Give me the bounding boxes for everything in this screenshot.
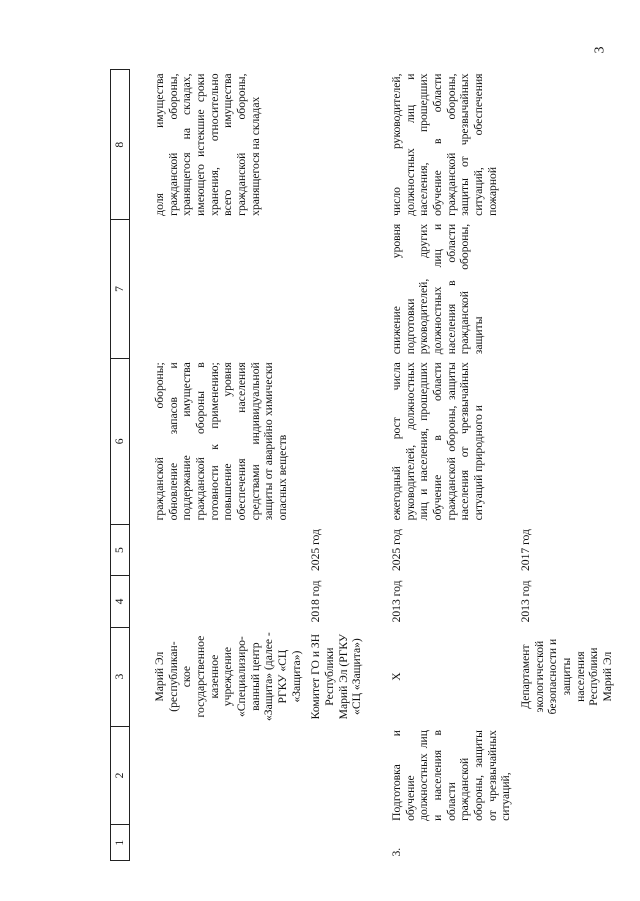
cell-executor: Комитет ГО и ЗН Республики Марий Эл (РГКУ «СЦ «Защита»): [309, 633, 364, 720]
column-header-6: 6: [111, 358, 130, 524]
table-row: [387, 70, 516, 861]
column-header-3: 3: [111, 627, 130, 726]
cell-number: [516, 825, 618, 861]
table-row: [150, 70, 306, 861]
cell-start-year: 2018 год: [309, 580, 323, 623]
cell-event: [150, 726, 306, 825]
cell-executor: Марий Эл (республикан-ское государственное казенное учреждение «Специализиро-ванный центр «Защита» (далее - РГКУ «СЦ «Защита»): [153, 632, 303, 721]
cell-end-year: [150, 524, 306, 575]
cell-event: [516, 726, 618, 825]
cell-start-year: 2013 год: [390, 580, 404, 623]
cell-expected-result: [306, 358, 367, 524]
cell-indicator: [516, 70, 618, 220]
cell-consequences: снижение уровня подготовки руководителей, других должностных лиц и населения в области гражданской обороны, защиты: [390, 223, 486, 355]
cell-executor: Х: [390, 672, 404, 681]
table-row: [516, 70, 618, 861]
cell-end-year: 2025 год: [309, 529, 323, 572]
table-spacer-row: [130, 70, 151, 861]
table-spacer-row: [367, 70, 387, 861]
column-header-1: 1: [111, 825, 130, 861]
cell-event: Подготовка и обучение должностных лиц и населения в области гражданской обороны, защиты от чрезвычайных ситуаций,: [390, 730, 513, 821]
rotated-table-container: [110, 69, 630, 861]
cell-expected-result: гражданской обороны; обновление запасов и поддержание имущества гражданской обороны в готовности к применению; повышение уровня обеспечения населения средствами индивидуальной защиты от аварийно химически опасных веществ: [153, 362, 290, 521]
program-table: [110, 69, 618, 861]
cell-indicator: доля имущества гражданской обороны, хранящегося на складах, имеющего истекшие сроки хранения, относительно всего имущества гражданской обороны, хранящегося на складах: [153, 73, 262, 216]
cell-end-year: 2017 год: [519, 529, 533, 572]
column-header-8: 8: [111, 70, 130, 220]
cell-indicator: [306, 70, 367, 220]
cell-consequences: [516, 220, 618, 358]
table-header-row: [111, 70, 130, 861]
column-header-7: 7: [111, 220, 130, 358]
cell-event: [306, 726, 367, 825]
cell-start-year: 2013 год: [519, 580, 533, 623]
cell-indicator: число руководителей, должностных лиц и населения, прошедших обучение в области гражданской обороны, защиты от чрезвычайных ситуаций, обеспечения пожарной: [390, 73, 499, 216]
column-header-2: 2: [111, 726, 130, 825]
column-header-4: 4: [111, 576, 130, 627]
cell-number: 3.: [390, 847, 404, 857]
cell-consequences: [150, 220, 306, 358]
cell-expected-result: [516, 358, 618, 524]
page-number: 3: [592, 46, 608, 54]
cell-executor: Департамент экологической безопасности и защиты населения Республики Марий Эл: [519, 638, 615, 715]
cell-end-year: 2025 год: [390, 529, 404, 572]
cell-expected-result: ежегодный рост числа руководителей, должностных лиц и населения, прошедших обучение в области гражданской обороны, защиты населения от чрезвычайных ситуаций природного и: [390, 362, 486, 521]
column-header-5: 5: [111, 524, 130, 575]
table-row: [306, 70, 367, 861]
cell-consequences: [306, 220, 367, 358]
cell-number: [306, 825, 367, 861]
cell-number: [150, 825, 306, 861]
cell-start-year: [150, 576, 306, 627]
